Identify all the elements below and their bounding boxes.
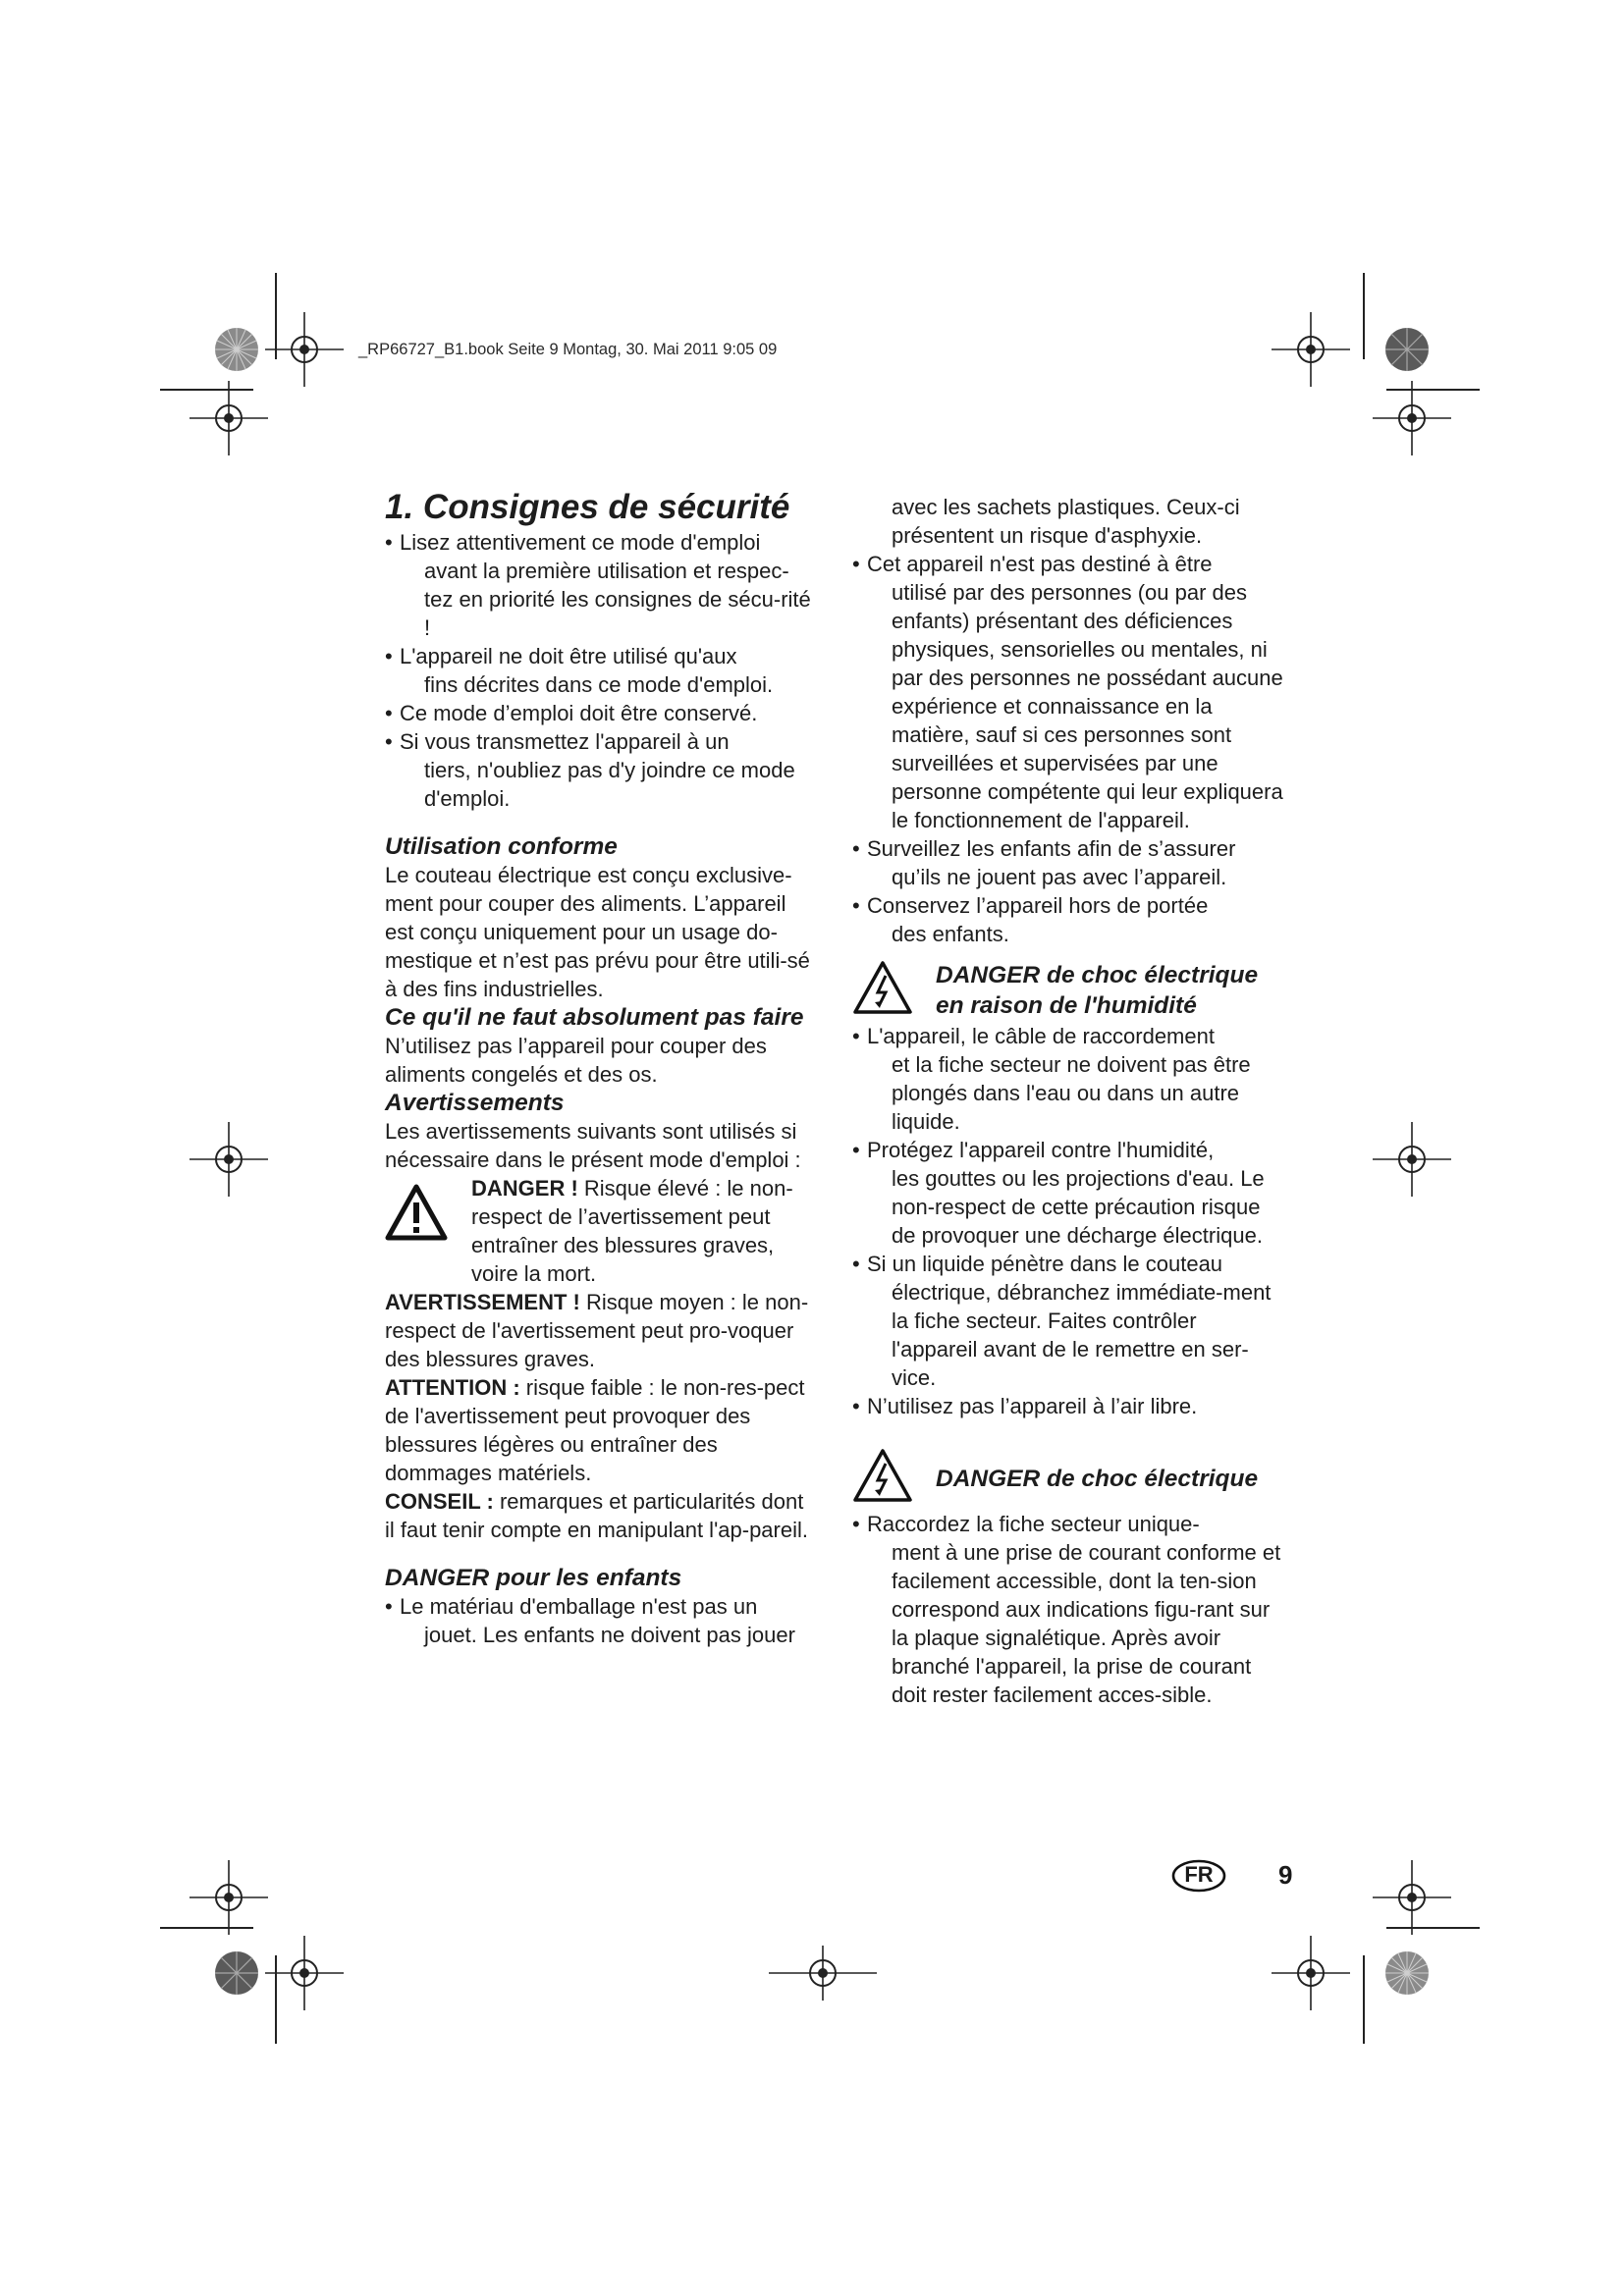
paragraph: N’utilisez pas l’appareil pour couper des aliments congelés et des os.	[385, 1034, 767, 1087]
paragraph: CONSEIL : remarques et particularités dont il faut tenir compte en manipulant l'ap-pareil.	[385, 1489, 808, 1542]
crop-line	[1386, 389, 1480, 391]
crop-line	[1386, 1927, 1480, 1929]
registration-mark-icon	[189, 1860, 268, 1935]
paragraph: Le couteau électrique est conçu exclusive-ment pour couper des aliments. L’appareil est conçu uniquement pour un usage do-mestique et n’est pas prévu pour être utili-sé à des fins industrielles.	[385, 863, 810, 1001]
list-item: • Protégez l'appareil contre l'humidité, les gouttes ou les projections d'eau. Le non-respect de cette précaution risque de provoquer une décharge électrique.	[852, 1136, 1284, 1250]
section-heading: DANGER de choc électrique	[936, 1466, 1259, 1492]
crop-line	[275, 1955, 277, 2044]
list-item: • Cet appareil n'est pas destiné à être utilisé par des personnes (ou par des enfants) présentant des déficiences physiques, sensorielles ou mentales, ni par des personnes ne possédant aucune expérience et connaissance en la matière, sauf si ces personnes sont surveillées et supervisées par une personne compétente qui leur expliquera le fonctionnement de l'appareil.	[852, 550, 1284, 834]
electric-shock-icon	[852, 1448, 936, 1510]
section-heading: Ce qu'il ne faut absolument pas faire	[385, 1004, 804, 1031]
paragraph: Les avertissements suivants sont utilisés si nécessaire dans le présent mode d'emploi :	[385, 1119, 801, 1172]
registration-mark-icon	[1373, 1860, 1451, 1935]
crop-line	[160, 1927, 253, 1929]
registration-mark-icon	[1272, 1936, 1350, 2010]
section-heading: DANGER de choc électrique en raison de l'humidité	[936, 962, 1259, 1019]
left-column	[385, 487, 817, 1649]
crop-line	[1363, 1955, 1365, 2044]
registration-mark-icon	[1272, 312, 1350, 387]
list-item: • Lisez attentivement ce mode d'emploi avant la première utilisation et respec-tez en priorité les consignes de sécu-rité !	[385, 528, 817, 642]
registration-mark-icon	[265, 1936, 344, 2010]
language-badge: FR	[1170, 1858, 1227, 1898]
color-wheel-icon	[212, 325, 261, 374]
electric-shock-icon	[852, 960, 936, 1022]
warning-triangle-icon	[385, 1174, 471, 1248]
print-header: _RP66727_B1.book Seite 9 Montag, 30. Mai 2011 9:05 09	[358, 341, 778, 358]
paragraph: AVERTISSEMENT ! Risque moyen : le non-respect de l'avertissement peut pro-voquer des blessures graves.	[385, 1290, 809, 1371]
paragraph: ATTENTION : risque faible : le non-res-pect de l'avertissement peut provoquer des blessures légères ou entraîner des dommages matériels.	[385, 1375, 805, 1485]
color-wheel-icon	[1382, 1949, 1432, 1998]
danger-note: DANGER ! Risque élevé : le non-respect de l’avertissement peut entraîner des blessures graves, voire la mort.	[385, 1174, 817, 1288]
crop-line	[160, 389, 253, 391]
danger-heading	[852, 960, 1284, 1022]
list-item: • Le matériau d'emballage n'est pas un jouet. Les enfants ne doivent pas jouer	[385, 1592, 817, 1649]
color-wheel-icon	[212, 1949, 261, 1998]
list-item: • Ce mode d’emploi doit être conservé.	[385, 699, 817, 727]
list-item: • Si un liquide pénètre dans le couteau électrique, débranchez immédiate-ment la fiche secteur. Faites contrôler l'appareil avant de le remettre en ser-vice.	[852, 1250, 1284, 1392]
list-item: • Raccordez la fiche secteur unique- ment à une prise de courant conforme et facilement accessible, dont la ten-sion correspond aux indications figu-rant sur la plaque signalétique. Après avoir branché l'appareil, la prise de courant doit rester facilement acces-sible.	[852, 1510, 1284, 1709]
list-item: • L'appareil, le câble de raccordement et la fiche secteur ne doivent pas être plongés dans l'eau ou dans un autre liquide.	[852, 1022, 1284, 1136]
list-item: • Surveillez les enfants afin de s’assurer qu’ils ne jouent pas avec l’appareil.	[852, 834, 1284, 891]
page-number: 9	[1278, 1860, 1293, 1890]
list-item: • Conservez l’appareil hors de portée des enfants.	[852, 891, 1284, 948]
registration-mark-icon	[1373, 381, 1451, 455]
registration-mark-icon	[265, 312, 344, 387]
registration-mark-icon	[189, 1122, 268, 1197]
crop-line	[275, 273, 277, 359]
registration-mark-icon	[769, 1936, 877, 2010]
crop-line	[1363, 273, 1365, 359]
page-title: 1. Consignes de sécurité	[385, 488, 790, 526]
paragraph: avec les sachets plastiques. Ceux-ci présentent un risque d'asphyxie.	[892, 495, 1240, 548]
color-wheel-icon	[1382, 325, 1432, 374]
registration-mark-icon	[189, 381, 268, 455]
section-heading: Avertissements	[385, 1090, 565, 1116]
section-heading: Utilisation conforme	[385, 833, 618, 860]
section-heading: DANGER pour les enfants	[385, 1565, 682, 1591]
registration-mark-icon	[1373, 1122, 1451, 1197]
list-item: • N’utilisez pas l’appareil à l’air libre.	[852, 1392, 1284, 1420]
right-column	[852, 493, 1284, 1709]
list-item: • L'appareil ne doit être utilisé qu'aux fins décrites dans ce mode d'emploi.	[385, 642, 817, 699]
danger-heading	[852, 1448, 1284, 1510]
list-item: • Si vous transmettez l'appareil à un tiers, n'oubliez pas d'y joindre ce mode d'emploi.	[385, 727, 817, 813]
